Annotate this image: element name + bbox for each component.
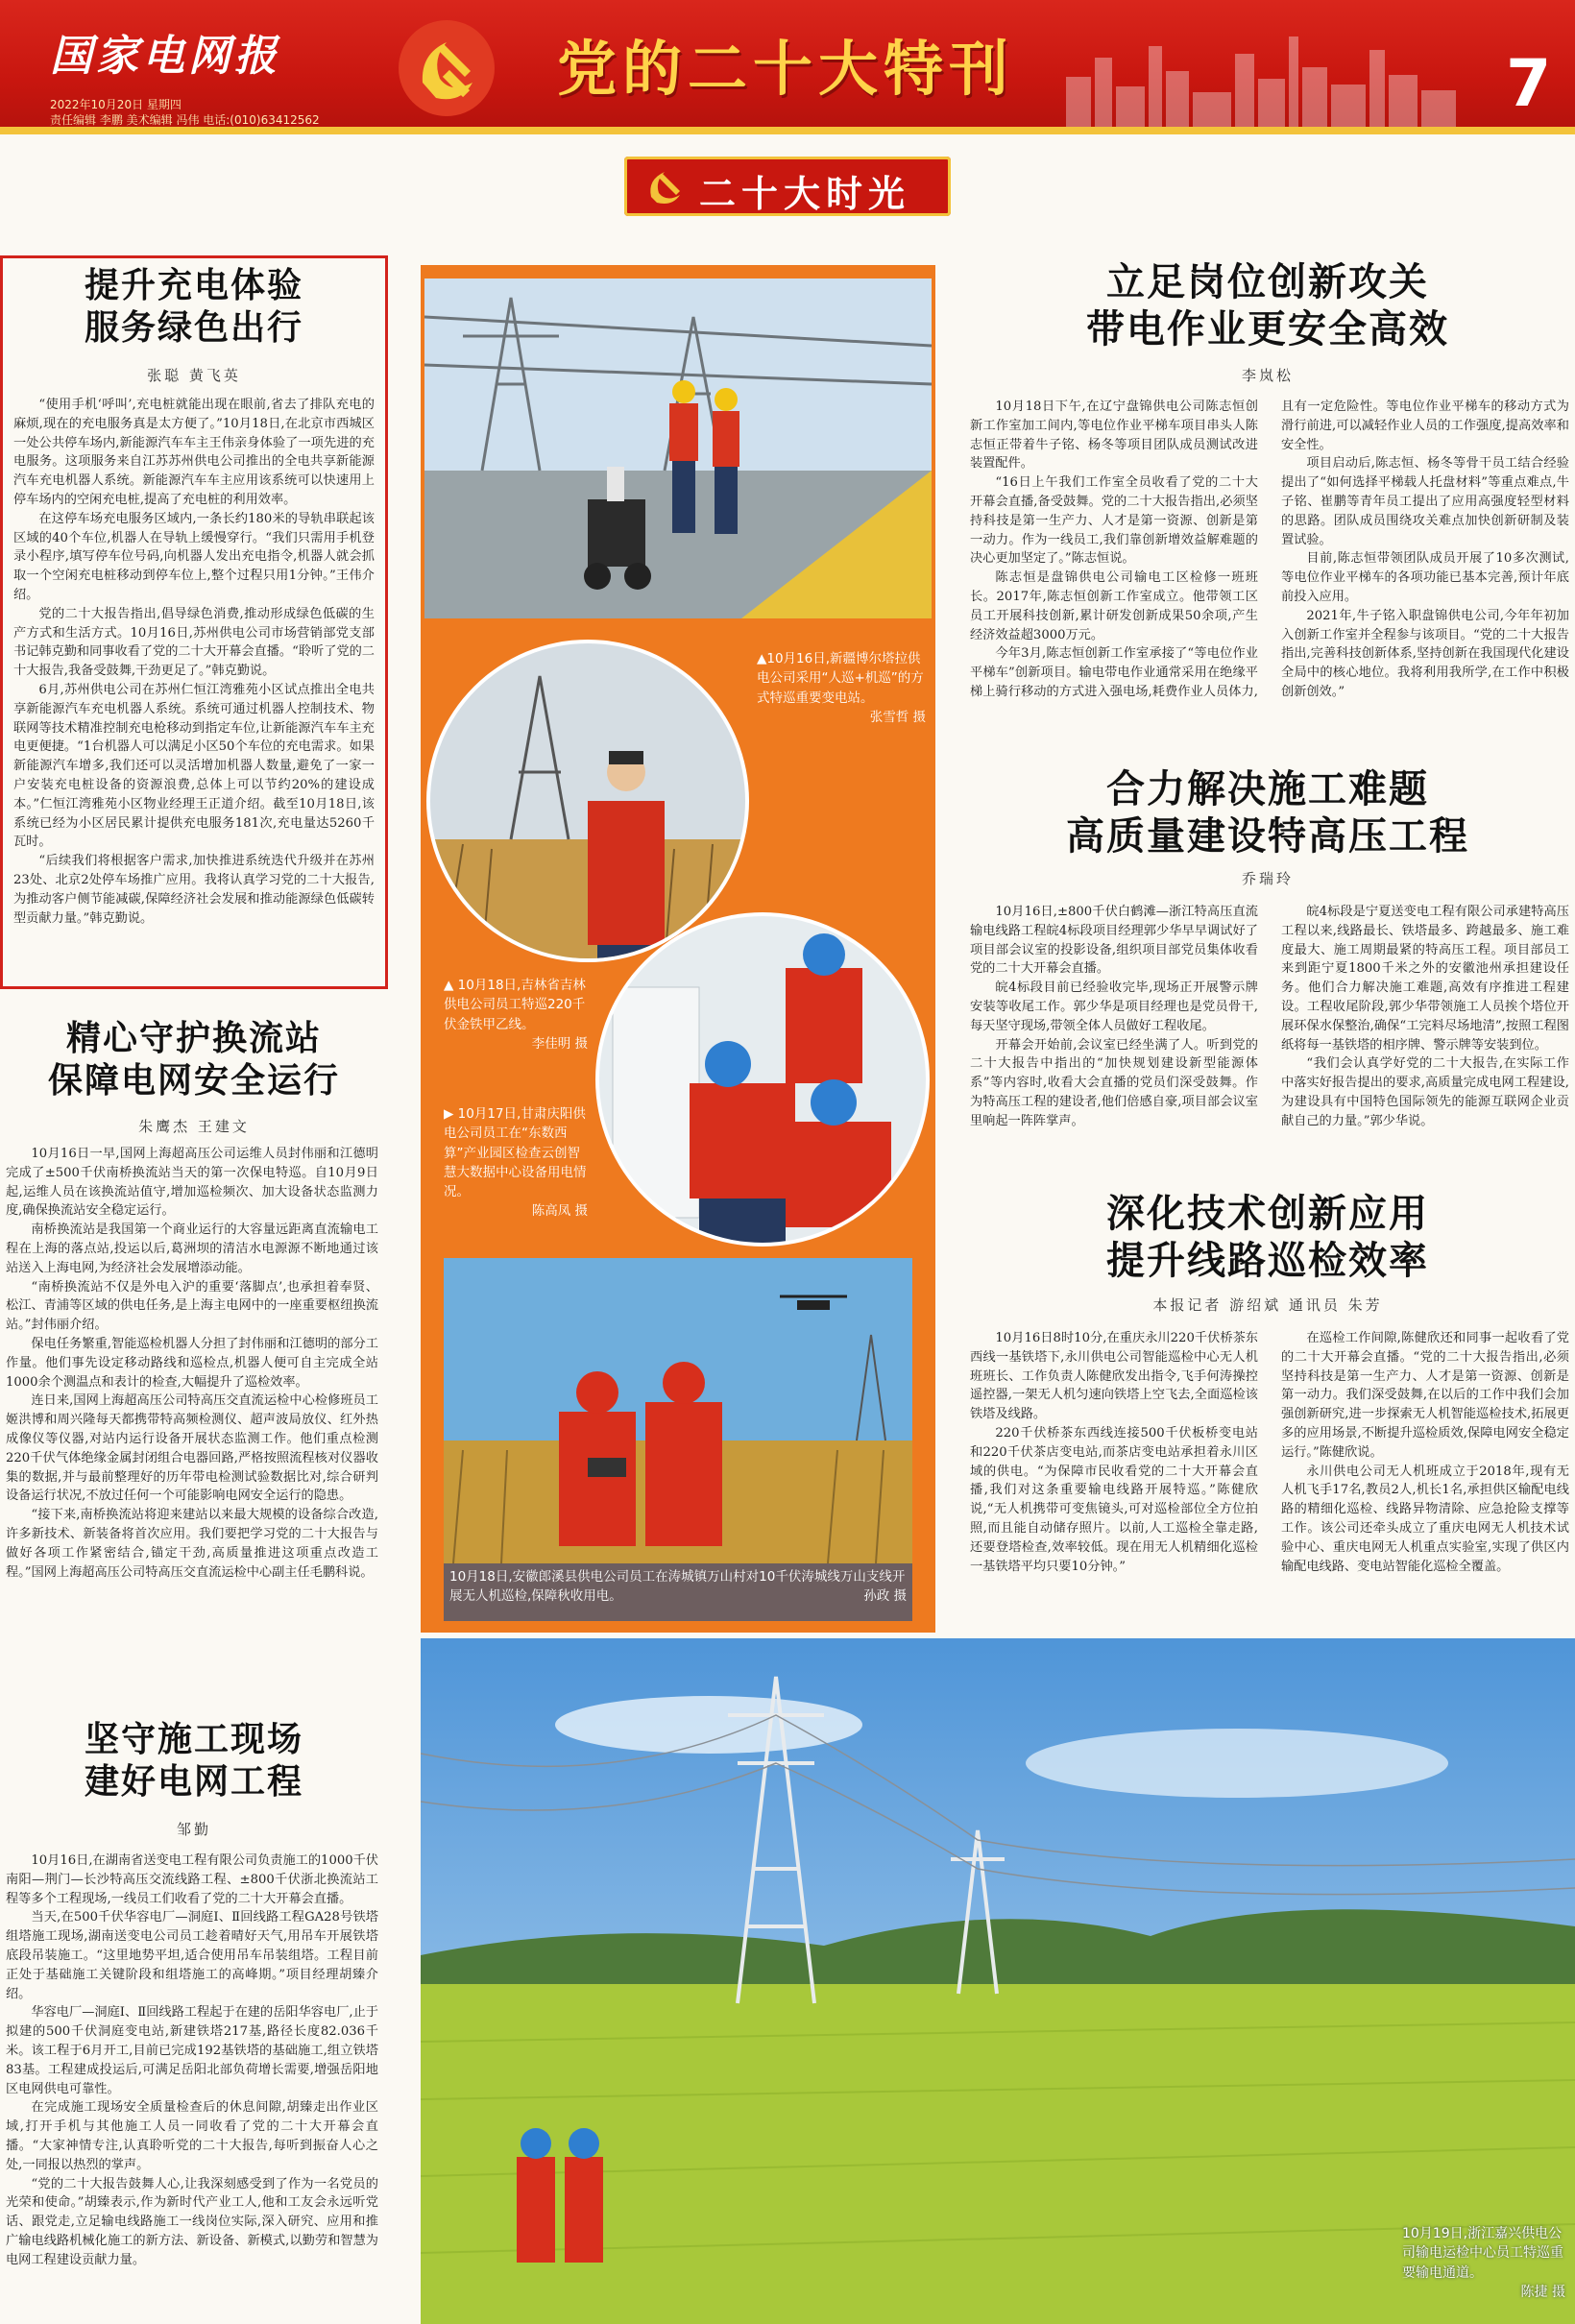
paragraph: 永川供电公司无人机班成立于2018年,现有无人机飞手17名,教员2人,机长1名,承担供区输配电线路的精细化巡检、线路异物清除、应急抢险支撑等工作。该公司还牵头成立了重庆电网无人机技术试验中心、重庆电网无人机重点实验室,实现了供区内输配电线路、变电站智能化巡检全覆盖。 — [1281, 1464, 1569, 1574]
title-line-2: 带电作业更安全高效 — [1086, 305, 1449, 351]
article-body-construction — [6, 1852, 378, 2270]
paragraph: 6月,苏州供电公司在苏州仁恒江湾雅苑小区试点推出全电共享新能源汽车充电机器人系统。系统可通过机器人控制技术、物联网等技术精准控制充电枪移动到指定车位,让新能源汽车车主充电更便捷。“1台机器人可以满足小区50个车位的充电需求。如果新能源汽车增多,我们还可以灵活增加机器人数量,避免了一家一户安装充电桩设备的资源浪费,总体上可以节约20%的建设成本。”仁恒江湾雅苑小区物业经理王正道介绍。截至10月18日,该系统已经为小区居民累计提供充电服务181次,充电量达5260千瓦时。 — [13, 682, 375, 850]
paragraph: 皖4标段是宁夏送变电工程有限公司承建特高压工程以来,线路最长、铁塔最多、跨越最多、施工难度最大、施工周期最紧的特高压工程。项目部员工来到距宁夏1800千米之外的安徽池州承担建设任务。他们合力解决施工难题,高效有序推进工程建设。工程收尾阶段,郭少华带领施工人员挨个塔位开展环保水保整治,确保“工完料尽场地清”,按照工程图纸将每一基铁塔的相序牌、警示牌等安装到位。 — [1281, 905, 1569, 1053]
paragraph: “16日上午我们工作室全员收看了党的二十大开幕会直播,备受鼓舞。党的二十大报告指出,必须坚持科技是第一生产力、人才是第一资源、创新是第一动力。作为一线员工,我们靠创新增效益解难题的决心更加坚定了。”陈志恒说。 — [970, 475, 1258, 567]
title-line-1: 合力解决施工难题 — [1106, 766, 1429, 811]
caption-gansu — [444, 1104, 588, 1222]
paragraph: 华容电厂—洞庭Ⅰ、Ⅱ回线路工程起于在建的岳阳华容电厂,止于拟建的500千伏洞庭变电站,新建铁塔217基,路径长度82.036千米。该工程于6月开工,目前已完成192基铁塔的基础施工,组立铁塔83基。工程建成投运后,可满足岳阳北部负荷增长需要,增强岳阳地区电网供电可靠性。 — [6, 2005, 378, 2096]
caption-text: 10月19日,浙江嘉兴供电公司输电运检中心员工特巡重要输电通道。 — [1402, 2226, 1563, 2281]
photo-drone-inspection — [444, 1258, 912, 1563]
masthead — [0, 0, 1575, 134]
paragraph: 220千伏桥茶东西线连接500千伏板桥变电站和220千伏茶店变电站,而茶店变电站承担着永川区域的供电。“为保障市民收看党的二十大开幕会直播,我们对这条重要输电线路开展特巡。”陈健欣说,“无人机携带可变焦镜头,可对巡检部位全方位拍照,而且能自动储存照片。以前,人工巡检全靠走路,还要登塔检查,效率较低。现在用无人机精细化巡检一基铁塔平均只要10分钟。” — [970, 1425, 1258, 1574]
photo-credit: 李佳明 摄 — [531, 1035, 588, 1052]
paragraph: “南桥换流站不仅是外电入沪的重要‘落脚点’,也承担着奉贤、松江、青浦等区域的供电任务,是上海主电网中的一座重要枢纽换流站。”封伟丽介绍。 — [6, 1279, 378, 1333]
paper-name: 国家电网报 — [50, 32, 280, 81]
article-body-uhv — [970, 903, 1569, 1220]
caption-text: ▶ 10月17日,甘肃庆阳供电公司员工在“东数西算”产业园区检查云创智慧大数据中心设备用电情况。 — [444, 1106, 587, 1199]
article-body-charging — [13, 396, 375, 928]
paragraph: 党的二十大报告指出,倡导绿色消费,推动形成绿色低碳的生产方式和生活方式。10月16日,苏州供电公司市场营销部党支部书记韩克勤和同事收看了党的二十大开幕会直播。“聆听了党的二十大报告,我备受鼓舞,干劲更足了。”韩克勤说。 — [13, 606, 375, 679]
masthead-stripe — [0, 127, 1575, 134]
title-line-1: 立足岗位创新攻关 — [1106, 259, 1429, 304]
article-title-charging — [12, 265, 376, 350]
title-line-1: 深化技术创新应用 — [1106, 1191, 1429, 1236]
article-body-drone-tech — [970, 1329, 1569, 1627]
paragraph: 项目启动后,陈志恒、杨冬等骨干员工结合经验提出了“如何选择平梯载人托盘材料”等重点难点,牛子铭、崔鹏等青年员工提出了应用高强度轻型材料的思路。团队成员围绕攻关难点加快创新研制及装置试验。 — [1281, 456, 1569, 547]
paragraph: 目前,陈志恒带领团队成员开展了10多次测试,等电位作业平梯车的各项功能已基本完善,预计年底前投入应用。 — [1281, 551, 1569, 604]
photo-credit: 陈高凤 摄 — [531, 1203, 588, 1220]
caption-text: ▲10月16日,新疆博尔塔拉供电公司采用“人巡+机巡”的方式特巡重要变电站。 — [757, 651, 924, 706]
byline-uhv: 乔瑞玲 — [1241, 870, 1294, 887]
hammer-sickle-icon — [643, 166, 686, 206]
article-title-drone-tech — [980, 1191, 1556, 1285]
paragraph: “使用手机‘呼叫’,充电桩就能出现在眼前,省去了排队充电的麻烦,现在的充电服务真是太方便了。”10月18日,在北京市西城区一处公共停车场内,新能源汽车车主王伟亲身体验了一项先进的充电服务。这项服务来自江苏苏州供电公司推出的全电共享新能源汽车充电机器人系统。新能源汽车车主应用该系统可以快速用上停车场内的空闲充电桩,提高了充电桩的利用效率。 — [13, 398, 375, 507]
paragraph: 2021年,牛子铭入职盘锦供电公司,今年年初加入创新工作室并全程参与该项目。“党的二十大报告指出,完善科技创新体系,坚持创新在我国现代化建设全局中的核心地位。我将利用我所学,在工作中积极创新创效。” — [1281, 608, 1569, 699]
article-title-live-work — [980, 259, 1556, 353]
caption-jilin — [444, 976, 588, 1053]
article-title-construction — [12, 1719, 376, 1804]
caption-text: ▲ 10月18日,吉林省吉林供电公司员工特巡220千伏金铁甲乙线。 — [444, 978, 586, 1032]
article-body-live-work — [970, 398, 1569, 763]
paragraph: 南桥换流站是我国第一个商业运行的大容量远距离直流输电工程在上海的落点站,投运以后,葛洲坝的清洁水电源源不断地通过该站送入上海电网,为经济社会发展增添动能。 — [6, 1223, 378, 1275]
title-line-2: 提升线路巡检效率 — [1106, 1237, 1429, 1283]
photo-column — [421, 265, 935, 1633]
caption-text: 10月18日,安徽郎溪县供电公司员工在涛城镇万山村对10千伏涛城线万山支线开展无人机巡检,保障秋收用电。 — [449, 1569, 906, 1605]
page-number: 7 — [1506, 46, 1552, 122]
byline-converter: 朱鹰杰 王建文 — [138, 1118, 250, 1135]
photo-substation-robot — [424, 278, 932, 618]
paragraph: 在完成施工现场安全质量检查后的休息间隙,胡臻走出作业区域,打开手机与其他施工人员一同收看了党的二十大开幕会直播。“大家神情专注,认真聆听党的二十大报告,每听到振奋人心之处,一同报以热烈的掌声。 — [6, 2100, 378, 2172]
paragraph: 10月16日一早,国网上海超高压公司运维人员封伟丽和江德明完成了±500千伏南桥换流站当天的第一次保电特巡。自10月9日起,运维人员在该换流站值守,增加巡检频次、加大设备状态监测力度,确保换流站安全稳定运行。 — [6, 1147, 378, 1219]
paragraph: 10月16日8时10分,在重庆永川220千伏桥茶东西线一基铁塔下,永川供电公司智能巡检中心无人机班班长、工作负责人陈健欣发出指令,飞手何涛操控遥控器,一架无人机匀速向铁塔上空飞去,全面巡检该铁塔及线路。 — [970, 1331, 1258, 1422]
photo-credit: 孙政 摄 — [863, 1588, 907, 1605]
paragraph: 陈志恒是盘锦供电公司输电工区检修一班班长。2017年,陈志恒创新工作室成立。他带领工区员工开展科技创新,累计研发创新成果50余项,产生经济效益超3000万元。 — [970, 570, 1258, 642]
paragraph: 10月16日,在湖南省送变电工程有限公司负责施工的1000千伏南阳—荆门—长沙特高压交流线路工程、±800千伏浙北换流站工程等多个工程现场,一线员工们收看了党的二十大开幕会直播。 — [6, 1853, 378, 1906]
byline-live-work: 李岚松 — [1241, 367, 1294, 384]
title-line-1: 精心守护换流站 — [65, 1018, 322, 1058]
paragraph: 皖4标段目前已经验收完毕,现场正开展警示牌安装等收尾工作。郭少华是项目经理也是党员骨干,每天坚守现场,带领全体人员做好工程收尾。 — [970, 980, 1258, 1033]
article-title-uhv — [980, 766, 1556, 860]
photo-credit: 陈捷 摄 — [1520, 2284, 1565, 2300]
editor-info: 责任编辑 李鹏 美术编辑 冯伟 电话:(010)63412562 — [50, 113, 320, 127]
paragraph: “后续我们将根据客户需求,加快推进系统迭代升级并在苏州23处、北京2处停车场推广应用。我将认真学习党的二十大报告,为推动客户侧节能减碳,保障经济社会发展和推动能源绿色低碳转型贡献力量。”韩克勤说。 — [13, 854, 375, 926]
section-badge — [624, 157, 951, 216]
section-label: 二十大时光 — [699, 173, 911, 215]
photo-datacenter-inspection — [594, 910, 932, 1248]
special-issue-title: 党的二十大特刊 — [557, 34, 1015, 104]
title-line-2: 建好电网工程 — [84, 1760, 303, 1802]
byline-charging: 张聪 黄飞英 — [147, 367, 241, 384]
article-body-converter — [6, 1145, 378, 1582]
byline-drone-tech: 本报记者 游绍斌 通讯员 朱芳 — [1152, 1296, 1383, 1314]
paragraph: 连日来,国网上海超高压公司特高压交直流运检中心检修班员工姬洪博和周兴隆每天都携带特高频检测仪、超声波局放仪、红外热成像仪等仪器,对站内运行设备开展状态监测工作。他们重点检测220千伏气体绝缘金属封闭组合电器回路,严格按照流程核对仪器收集的数据,并与最前整理好的历年带电检测试验数据比对,综合研判设备运行状况,不放过任何一个可能影响电网安全运行的隐患。 — [6, 1393, 378, 1504]
paragraph: “我们会认真学好党的二十大报告,在实际工作中落实好报告提出的要求,高质量完成电网工程建设,为建设具有中国特色国际领先的能源互联网企业贡献自己的力量。”郭少华说。 — [1281, 1056, 1569, 1128]
title-line-2: 服务绿色出行 — [84, 306, 303, 348]
paragraph: 开幕会开始前,会议室已经坐满了人。听到党的二十大报告中指出的“加快规划建设新型能源体系”等内容时,收看大会直播的党员们深受鼓舞。作为特高压工程的建设者,他们倍感自豪,项目部会议室里响起一阵阵掌声。 — [970, 1037, 1258, 1128]
caption-zhejiang — [1402, 2224, 1565, 2302]
caption-anhui — [444, 1563, 912, 1621]
paragraph: 今年3月,陈志恒创新工作室承接了“等电位作业平梯车”创新项目。输电带电作业通常采用在绝缘平梯上骑行移动的方式进入强电场,耗费作业人员体力,且有一定危险性。等电位作业平梯车的移动方式为滑行前进,可以减轻作业人员的工作强度,提高效率和安全性。 — [970, 399, 1569, 699]
photo-credit: 张雪哲 摄 — [869, 709, 926, 725]
paragraph: 在巡检工作间隙,陈健欣还和同事一起收看了党的二十大开幕会直播。“党的二十大报告指出,必须坚持科技是第一生产力、人才是第一资源、创新是第一动力。我们深受鼓舞,在以后的工作中我们会加强创新研究,进一步探索无人机智能巡检技术,拓展更多的应用场景,不断提升巡检质效,保障电网安全稳定运行。”陈健欣说。 — [1281, 1331, 1569, 1460]
caption-xinjiang — [757, 649, 926, 727]
paragraph: 10月18日下午,在辽宁盘锦供电公司陈志恒创新工作室加工间内,等电位作业平梯车项目串头人陈志恒正带着牛子铭、杨冬等项目团队成员测试改进装置配件。 — [970, 399, 1258, 472]
title-line-2: 高质量建设特高压工程 — [1066, 812, 1469, 859]
title-line-1: 提升充电体验 — [84, 265, 303, 305]
paragraph: 保电任务繁重,智能巡检机器人分担了封伟丽和江德明的部分工作量。他们事先设定移动路线和巡检点,机器人便可自主完成全站1000余个测温点和表计的检查,大幅提升了巡检效率。 — [6, 1336, 378, 1390]
paragraph: “党的二十大报告鼓舞人心,让我深刻感受到了作为一名党员的光荣和使命。”胡臻表示,作为新时代产业工人,他和工友会永远听党话、跟党走,立足输电线路施工一线岗位实际,深入研究、应用和推广输电线路机械化施工的新方法、新设备、新模式,以勤劳和智慧为电网工程建设贡献力量。 — [6, 2176, 378, 2267]
paragraph: 在这停车场充电服务区域内,一条长约180米的导轨串联起该区域的40个车位,机器人在导轨上缓慢穿行。“我们只需用手机登录小程序,填写停车位号码,向机器人发出充电指令,机器人就会抓取一个空闲充电桩移动到停车位上,整个过程只用1分钟。”王伟介绍。 — [13, 511, 375, 602]
paragraph: 当天,在500千伏华容电厂—洞庭Ⅰ、Ⅱ回线路工程GA28号铁塔组塔施工现场,湖南送变电公司员工趁着晴好天气,用吊车开展铁塔底段吊装施工。“这里地势平坦,适合使用吊车吊装组塔。工程目前正处于基础施工关键阶段和组塔施工的高峰期。”项目经理胡臻介绍。 — [6, 1910, 378, 2001]
byline-construction: 邹勤 — [176, 1821, 211, 1838]
title-line-2: 保障电网安全运行 — [47, 1059, 340, 1101]
title-line-1: 坚守施工现场 — [84, 1719, 303, 1759]
city-skyline-graphic — [1056, 29, 1460, 127]
article-title-converter — [12, 1018, 376, 1102]
paragraph: “接下来,南桥换流站将迎来建站以来最大规模的设备综合改造,许多新技术、新装备将首次应用。我们要把学习党的二十大报告与做好各项工作紧密结合,锚定干劲,高质量推进这项重点改造工程。”国网上海超高压公司特高压交直流运检中心副主任毛鹏科说。 — [6, 1508, 378, 1580]
issue-date: 2022年10月20日 星期四 — [50, 98, 182, 111]
photo-transmission-landscape — [421, 1638, 1575, 2324]
paragraph: 10月16日,±800千伏白鹤滩—浙江特高压直流输电线路工程皖4标段项目经理郭少华早早调试好了项目部会议室的投影设备,组织项目部党员集体收看党的二十大开幕会直播。 — [970, 905, 1258, 977]
party-emblem-icon — [394, 15, 499, 121]
